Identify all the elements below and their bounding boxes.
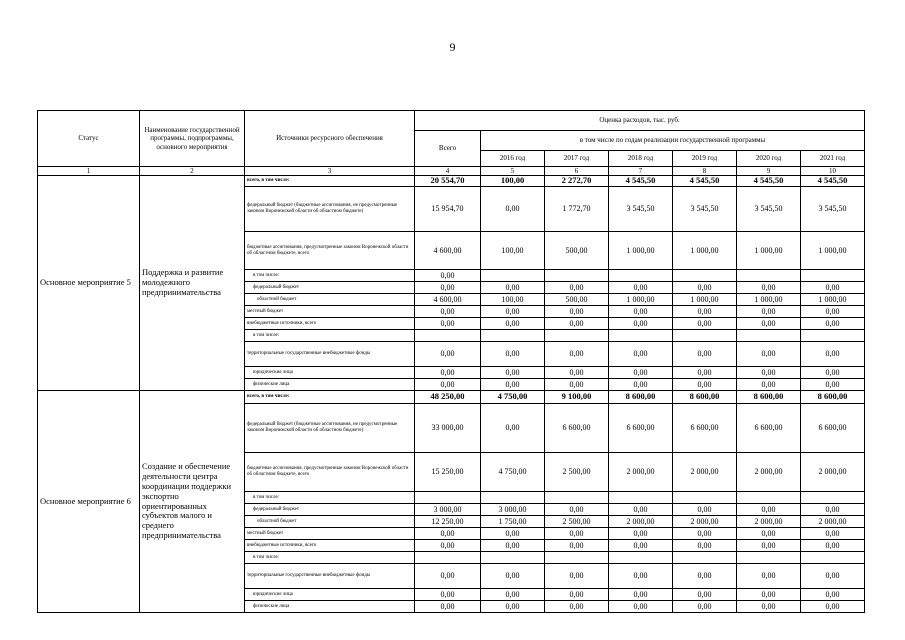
column-number: 7 — [609, 167, 673, 176]
year-value-cell: 3 000,00 — [481, 504, 545, 516]
year-value-cell — [481, 552, 545, 564]
year-value-cell: 1 000,00 — [737, 232, 801, 270]
year-value-cell: 0,00 — [737, 540, 801, 552]
year-value-cell: 0,00 — [481, 589, 545, 601]
year-value-cell: 0,00 — [545, 564, 609, 589]
year-value-cell: 0,00 — [673, 306, 737, 318]
year-value-cell: 8 600,00 — [801, 391, 865, 404]
source-cell: всего, в том числе: — [245, 391, 415, 404]
year-value-cell: 100,00 — [481, 176, 545, 187]
year-value-cell: 6 600,00 — [673, 404, 737, 453]
total-value-cell: 0,00 — [415, 306, 481, 318]
source-cell: внебюджетные источники, всего — [245, 318, 415, 330]
source-cell: всего, в том числе: — [245, 176, 415, 187]
year-value-cell: 0,00 — [737, 601, 801, 613]
year-value-cell: 0,00 — [481, 379, 545, 391]
column-number: 5 — [481, 167, 545, 176]
year-value-cell: 0,00 — [801, 282, 865, 294]
header-year: 2018 год — [609, 151, 673, 167]
year-value-cell: 0,00 — [609, 282, 673, 294]
column-number: 3 — [245, 167, 415, 176]
total-value-cell: 15 954,70 — [415, 187, 481, 232]
total-value-cell: 0,00 — [415, 589, 481, 601]
year-value-cell: 0,00 — [673, 601, 737, 613]
year-value-cell: 0,00 — [737, 342, 801, 367]
year-value-cell: 0,00 — [801, 367, 865, 379]
header-year: 2019 год — [673, 151, 737, 167]
year-value-cell: 0,00 — [545, 306, 609, 318]
year-value-cell — [673, 270, 737, 282]
expenditure-table — [37, 110, 865, 613]
header-total: Всего — [415, 131, 481, 167]
total-value-cell: 12 250,00 — [415, 516, 481, 528]
year-value-cell: 2 000,00 — [673, 516, 737, 528]
year-value-cell: 500,00 — [545, 232, 609, 270]
year-value-cell: 1 000,00 — [609, 294, 673, 306]
year-value-cell: 2 000,00 — [609, 453, 673, 492]
year-value-cell — [545, 552, 609, 564]
year-value-cell: 4 750,00 — [481, 453, 545, 492]
year-value-cell: 3 545,50 — [609, 187, 673, 232]
header-by-years: в том числе по годам реализации государственной программы — [481, 131, 865, 151]
year-value-cell: 3 545,50 — [801, 187, 865, 232]
header-status: Статус — [38, 111, 140, 167]
measure-name-cell: Поддержка и развитие молодежного предпринимательства — [140, 176, 245, 391]
year-value-cell: 0,00 — [737, 282, 801, 294]
year-value-cell — [481, 492, 545, 504]
status-cell: Основное мероприятие 6 — [38, 391, 140, 613]
year-value-cell: 4 545,50 — [609, 176, 673, 187]
year-value-cell — [737, 492, 801, 504]
year-value-cell: 0,00 — [801, 306, 865, 318]
year-value-cell: 0,00 — [481, 528, 545, 540]
year-value-cell: 1 000,00 — [609, 232, 673, 270]
year-value-cell — [609, 492, 673, 504]
year-value-cell: 4 545,50 — [737, 176, 801, 187]
year-value-cell: 0,00 — [609, 504, 673, 516]
year-value-cell: 0,00 — [673, 318, 737, 330]
year-value-cell: 0,00 — [801, 540, 865, 552]
year-value-cell — [737, 270, 801, 282]
source-cell: бюджетные ассигнования, предусмотренные законом Воронежской области об областном бюджете, всего — [245, 232, 415, 270]
year-value-cell — [737, 552, 801, 564]
year-value-cell — [545, 270, 609, 282]
total-value-cell: 0,00 — [415, 282, 481, 294]
year-value-cell: 100,00 — [481, 232, 545, 270]
year-value-cell: 2 500,00 — [545, 453, 609, 492]
total-value-cell: 20 554,70 — [415, 176, 481, 187]
year-value-cell: 2 000,00 — [801, 516, 865, 528]
source-cell: федеральный бюджет (бюджетные ассигнования, не предусмотренные законом Воронежской области об областном бюджете) — [245, 404, 415, 453]
year-value-cell: 0,00 — [801, 601, 865, 613]
year-value-cell: 0,00 — [801, 528, 865, 540]
year-value-cell — [609, 552, 673, 564]
header-name: Наименование государственной программы, подпрограммы, основного мероприятия — [140, 111, 245, 167]
year-value-cell: 0,00 — [801, 379, 865, 391]
total-value-cell: 0,00 — [415, 564, 481, 589]
total-value-cell: 4 600,00 — [415, 232, 481, 270]
column-number: 9 — [737, 167, 801, 176]
year-value-cell: 9 100,00 — [545, 391, 609, 404]
year-value-cell: 1 750,00 — [481, 516, 545, 528]
total-value-cell: 0,00 — [415, 318, 481, 330]
year-value-cell: 0,00 — [609, 342, 673, 367]
total-value-cell: 0,00 — [415, 367, 481, 379]
year-value-cell: 8 600,00 — [609, 391, 673, 404]
year-value-cell: 100,00 — [481, 294, 545, 306]
measure-name-cell: Создание и обеспечение деятельности центра координации поддержки экспортно ориентированных субъектов малого и среднего предпринимательства — [140, 391, 245, 613]
year-value-cell: 2 000,00 — [737, 516, 801, 528]
total-value-cell: 0,00 — [415, 270, 481, 282]
total-value-cell — [415, 492, 481, 504]
header-estimate: Оценка расходов, тыс. руб. — [415, 111, 865, 131]
source-cell: в том числе: — [245, 330, 415, 342]
source-cell: местный бюджет — [245, 528, 415, 540]
source-cell: внебюджетные источники, всего — [245, 540, 415, 552]
column-number: 1 — [38, 167, 140, 176]
status-cell: Основное мероприятие 5 — [38, 176, 140, 391]
year-value-cell — [673, 330, 737, 342]
year-value-cell: 2 000,00 — [801, 453, 865, 492]
year-value-cell: 0,00 — [801, 589, 865, 601]
year-value-cell: 0,00 — [737, 589, 801, 601]
total-value-cell: 0,00 — [415, 540, 481, 552]
year-value-cell — [545, 330, 609, 342]
year-value-cell: 0,00 — [673, 528, 737, 540]
total-value-cell: 0,00 — [415, 342, 481, 367]
year-value-cell: 4 545,50 — [673, 176, 737, 187]
year-value-cell: 0,00 — [545, 601, 609, 613]
source-cell: федеральный бюджет (бюджетные ассигнования, не предусмотренные законом Воронежской области об областном бюджете) — [245, 187, 415, 232]
year-value-cell: 0,00 — [801, 318, 865, 330]
year-value-cell: 0,00 — [737, 528, 801, 540]
year-value-cell — [801, 330, 865, 342]
year-value-cell: 0,00 — [673, 540, 737, 552]
source-cell: территориальные государственные внебюджетные фонды — [245, 342, 415, 367]
column-number: 4 — [415, 167, 481, 176]
source-cell: физические лица — [245, 379, 415, 391]
year-value-cell: 1 000,00 — [801, 232, 865, 270]
year-value-cell: 0,00 — [481, 342, 545, 367]
year-value-cell: 0,00 — [481, 306, 545, 318]
source-cell: юридические лица — [245, 589, 415, 601]
year-value-cell: 0,00 — [737, 367, 801, 379]
year-value-cell: 1 772,70 — [545, 187, 609, 232]
year-value-cell: 0,00 — [673, 564, 737, 589]
source-cell: местный бюджет — [245, 306, 415, 318]
year-value-cell: 0,00 — [673, 379, 737, 391]
year-value-cell: 0,00 — [801, 342, 865, 367]
year-value-cell: 1 000,00 — [673, 232, 737, 270]
year-value-cell: 8 600,00 — [737, 391, 801, 404]
year-value-cell: 3 545,50 — [737, 187, 801, 232]
year-value-cell: 2 500,00 — [545, 516, 609, 528]
year-value-cell: 0,00 — [481, 318, 545, 330]
year-value-cell — [609, 270, 673, 282]
year-value-cell: 0,00 — [545, 318, 609, 330]
year-value-cell: 0,00 — [609, 528, 673, 540]
year-value-cell: 500,00 — [545, 294, 609, 306]
header-year: 2017 год — [545, 151, 609, 167]
source-cell: в том числе: — [245, 492, 415, 504]
year-value-cell: 0,00 — [801, 504, 865, 516]
column-number: 10 — [801, 167, 865, 176]
year-value-cell: 0,00 — [481, 187, 545, 232]
year-value-cell — [481, 330, 545, 342]
year-value-cell: 1 000,00 — [801, 294, 865, 306]
year-value-cell — [801, 492, 865, 504]
total-value-cell: 3 000,00 — [415, 504, 481, 516]
year-value-cell: 0,00 — [609, 564, 673, 589]
year-value-cell: 0,00 — [609, 318, 673, 330]
total-value-cell — [415, 330, 481, 342]
year-value-cell: 0,00 — [609, 379, 673, 391]
year-value-cell: 4 545,50 — [801, 176, 865, 187]
year-value-cell: 1 000,00 — [737, 294, 801, 306]
source-cell: федеральный бюджет — [245, 504, 415, 516]
year-value-cell: 0,00 — [545, 379, 609, 391]
year-value-cell — [481, 270, 545, 282]
header-year: 2016 год — [481, 151, 545, 167]
year-value-cell — [673, 492, 737, 504]
total-value-cell: 33 000,00 — [415, 404, 481, 453]
column-number: 6 — [545, 167, 609, 176]
source-cell: физические лица — [245, 601, 415, 613]
source-cell: областной бюджет — [245, 294, 415, 306]
year-value-cell: 1 000,00 — [673, 294, 737, 306]
year-value-cell: 4 750,00 — [481, 391, 545, 404]
year-value-cell: 0,00 — [545, 589, 609, 601]
year-value-cell: 0,00 — [737, 504, 801, 516]
year-value-cell — [737, 330, 801, 342]
year-value-cell: 8 600,00 — [673, 391, 737, 404]
year-value-cell: 6 600,00 — [801, 404, 865, 453]
total-value-cell: 0,00 — [415, 601, 481, 613]
year-value-cell — [801, 552, 865, 564]
year-value-cell: 2 272,70 — [545, 176, 609, 187]
year-value-cell: 0,00 — [673, 342, 737, 367]
year-value-cell: 0,00 — [545, 367, 609, 379]
total-value-cell: 48 250,00 — [415, 391, 481, 404]
table-row — [38, 176, 865, 187]
header-row-1 — [38, 111, 865, 131]
column-number: 8 — [673, 167, 737, 176]
year-value-cell: 0,00 — [609, 367, 673, 379]
year-value-cell: 0,00 — [737, 306, 801, 318]
year-value-cell: 0,00 — [481, 601, 545, 613]
year-value-cell: 0,00 — [481, 540, 545, 552]
year-value-cell: 6 600,00 — [609, 404, 673, 453]
source-cell: федеральный бюджет — [245, 282, 415, 294]
year-value-cell: 2 000,00 — [609, 516, 673, 528]
year-value-cell: 0,00 — [545, 342, 609, 367]
page-number: 9 — [449, 40, 456, 54]
year-value-cell — [545, 492, 609, 504]
year-value-cell: 0,00 — [737, 318, 801, 330]
year-value-cell: 0,00 — [737, 564, 801, 589]
year-value-cell: 0,00 — [481, 282, 545, 294]
year-value-cell: 6 600,00 — [545, 404, 609, 453]
source-cell: в том числе: — [245, 270, 415, 282]
column-number-row — [38, 167, 865, 176]
year-value-cell: 0,00 — [609, 589, 673, 601]
total-value-cell: 4 600,00 — [415, 294, 481, 306]
year-value-cell: 0,00 — [545, 504, 609, 516]
table-row — [38, 391, 865, 404]
source-cell: территориальные государственные внебюджетные фонды — [245, 564, 415, 589]
column-number: 2 — [140, 167, 245, 176]
year-value-cell: 2 000,00 — [737, 453, 801, 492]
header-year: 2020 год — [737, 151, 801, 167]
total-value-cell — [415, 552, 481, 564]
year-value-cell: 2 000,00 — [673, 453, 737, 492]
total-value-cell: 15 250,00 — [415, 453, 481, 492]
source-cell: бюджетные ассигнования, предусмотренные законом Воронежской области об областном бюджете, всего — [245, 453, 415, 492]
year-value-cell: 0,00 — [737, 379, 801, 391]
source-cell: юридические лица — [245, 367, 415, 379]
year-value-cell: 3 545,50 — [673, 187, 737, 232]
year-value-cell — [801, 270, 865, 282]
year-value-cell: 0,00 — [481, 367, 545, 379]
total-value-cell: 0,00 — [415, 528, 481, 540]
year-value-cell: 0,00 — [609, 540, 673, 552]
year-value-cell: 0,00 — [609, 601, 673, 613]
year-value-cell: 0,00 — [673, 589, 737, 601]
year-value-cell: 0,00 — [673, 367, 737, 379]
year-value-cell: 6 600,00 — [737, 404, 801, 453]
year-value-cell: 0,00 — [673, 504, 737, 516]
year-value-cell — [609, 330, 673, 342]
source-cell: в том числе: — [245, 552, 415, 564]
year-value-cell: 0,00 — [545, 282, 609, 294]
year-value-cell: 0,00 — [801, 564, 865, 589]
year-value-cell: 0,00 — [545, 540, 609, 552]
year-value-cell: 0,00 — [481, 564, 545, 589]
total-value-cell: 0,00 — [415, 379, 481, 391]
year-value-cell: 0,00 — [673, 282, 737, 294]
header-year: 2021 год — [801, 151, 865, 167]
source-cell: областной бюджет — [245, 516, 415, 528]
year-value-cell: 0,00 — [609, 306, 673, 318]
header-sources: Источники ресурсного обеспечения — [245, 111, 415, 167]
year-value-cell: 0,00 — [481, 404, 545, 453]
year-value-cell — [673, 552, 737, 564]
year-value-cell: 0,00 — [545, 528, 609, 540]
